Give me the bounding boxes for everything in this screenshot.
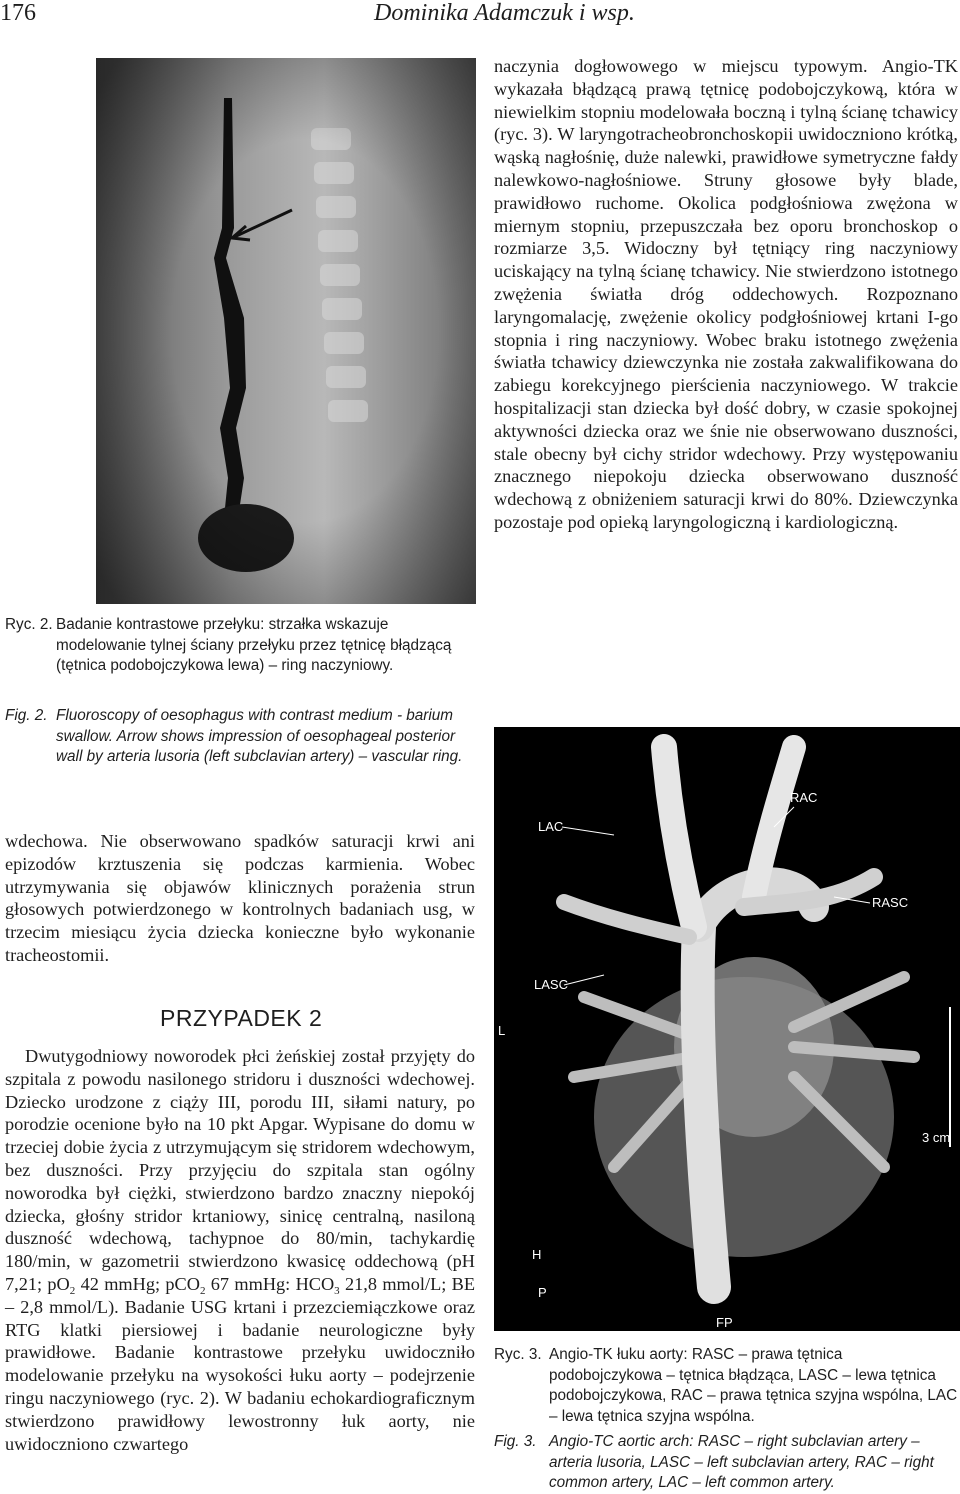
case1-continuation-paragraph: naczynia dogłowowego w miejscu typowym. Angio-TK wykazała błądzącą prawą tętnicę podobojczykową, która w niewielkim stopniu modelowała boczną i tylną ścianę tchawicy (ryc. 3). W laryngotracheobronchoskopii uwidoczniono krótką, wąską nagłośnię, duże nalewki, prawidłowe symetryczne fałdy nalewkowo-nagłośniowe. Struny głosowe były blade, prawidłowo ruchome. Okolica podgłośniowa zwężona w miernym stopniu, przepuszczała bez oporu bronchoskop o rozmiarze 3,5. Widoczny był tętniący ring naczyniowy uciskający na tylną ścianę tchawicy. Nie stwierdzono istotnego zwężenia światła dróg oddechowych. Rozpoznano laryngomalację, zwężenie okolicy podgłośniowej krtani I-go stopnia i ring naczyniowy. Wobec braku istotnego zwężenia światła tchawicy dziewczynka nie została zakwalifikowana do zabiegu korekcyjnego pierścienia naczyniowego. W trakcie hospitalizacji stan dziecka był dość dobry, w czasie spokojnej aktywności dziecka oraz we śnie nie obserwowano duszności, stale obecny był cichy stridor wdechowy. Przy występowaniu znacznego niepokoju dziecka obserwowano duszność wdechową z obniżeniem saturacji krwi do 80%. Dziewczynka pozostaje pod opieką laryngologiczną i kardiologiczną. — [494, 56, 958, 532]
label-lasc: LASC — [534, 977, 568, 992]
label-rac: RAC — [790, 790, 818, 805]
figure3-caption-en — [494, 1432, 958, 1494]
case2-paragraph — [5, 1045, 475, 1455]
figure2-caption-pl — [5, 615, 475, 677]
subscript-hco3: 3 — [334, 1284, 340, 1297]
figure3-angio-ct-image — [494, 727, 960, 1331]
label-fp: FP — [716, 1315, 733, 1330]
figure2-caption-en-text: Fluoroscopy of oesophagus with contrast medium - barium swallow. Arrow shows impression of oesophageal posterior wall by arteria lusoria (left subclavian artery) – vascular ring. — [56, 707, 463, 766]
case2-text — [5, 1045, 475, 1455]
figure2-caption-pl-text: Badanie kontrastowe przełyku: strzałka wskazuje modelowanie tylnej ściany przełyku przez tętnicę błądzącą (tętnica podobojczykowa lewa) – ring naczyniowy. — [56, 616, 452, 675]
figure2-fluoroscopy-image — [96, 58, 476, 604]
case2-text-part3: 67 mmHg: HCO — [205, 1273, 335, 1294]
subscript-pco2: 2 — [199, 1284, 206, 1297]
running-header-authors: Dominika Adamczuk i wsp. — [374, 0, 635, 26]
figure3-caption-en-text: Angio-TC aortic arch: RASC – right subclavian artery – arteria lusoria, LASC – left subclavian artery, RAC – right common artery, LAC – left common artery. — [549, 1433, 934, 1492]
label-p: P — [538, 1285, 547, 1300]
figure3-caption-pl-label: Ryc. 3. — [494, 1346, 542, 1363]
label-rasc: RASC — [872, 895, 909, 910]
page-number: 176 — [0, 0, 36, 26]
case2-text-part4: 21,8 mmol/L; BE – 2,8 mmol/L). Badanie USG krtani i przezciemiączkowe oraz RTG klatki piersiowej i badanie neurologiczne były prawidłowe. Badanie kontrastowe przełyku uwidoczniło modelowanie przełyku na wysokości łuku aorty – podejrzenie ringu naczyniowego (ryc. 2). W badaniu echokardiograficznym stwierdzono prawidłowy lewostronny łuk aorty, nie uwidoczniono czwartego — [5, 1273, 476, 1454]
case2-text-part1: Dwutygodniowy noworodek płci żeńskiej został przyjęty do szpitala z powodu nasilonego stridoru i duszności wdechowej. Dziecko urodzone z ciąży III, porodu III, siłami natury, po porodzie ocenione było na 10 pkt Apgar. Wypisane do domu w trzeciej dobie życia z utrzymującym się stridorem wdechowym, bez duszności. Przy przyjęciu do szpitala stan ogólny noworodka był ciężki, stwierdzono bardzo znaczny niepokój dziecka, głośny stridor krtaniowy, sinicę centralną, nasiloną duszność wdechową, tachypnoe do 80/min, tachykardię 180/min, w gazometrii stwierdzono kwasicę oddechową (pH 7,21; pO — [5, 1046, 475, 1294]
left-column-continuation — [5, 830, 475, 967]
figure2-caption-pl-label: Ryc. 2. — [5, 616, 53, 633]
case2-text-part2: 42 mmHg; pCO — [75, 1273, 200, 1294]
figure2-caption-en — [5, 706, 475, 768]
figure3-caption-pl-text: Angio-TK łuku aorty: RASC – prawa tętnica podobojczykowa – tętnica błądząca, LASC – lewa tętnica podobojczykowa, RAC – prawa tętnica szyjna wspólna, LAC – lewa tętnica szyjna wspólna. — [549, 1346, 958, 1425]
label-lac: LAC — [538, 819, 564, 834]
figure3-caption-en-label: Fig. 3. — [494, 1433, 537, 1450]
right-column-paragraph — [494, 55, 958, 534]
case1-tracheostomy-paragraph: wdechowa. Nie obserwowano spadków saturacji krwi ani epizodów krztuszenia się podczas karmienia. Wobec utrzymywania się objawów klinicznych porażenia strun głosowych potwierdzonego w kontrolnych badaniach usg, w trzecim miesiącu życia dziecka konieczne było wykonanie tracheostomii. — [5, 831, 475, 965]
section-title-case2: PRZYPADEK 2 — [160, 1005, 323, 1031]
subscript-po2: 2 — [69, 1284, 76, 1297]
figure3-caption-pl — [494, 1345, 958, 1427]
label-l: L — [498, 1023, 506, 1038]
figure2-caption-en-label: Fig. 2. — [5, 707, 48, 724]
label-scale: 3 cm — [922, 1130, 951, 1145]
label-h: H — [532, 1247, 542, 1262]
